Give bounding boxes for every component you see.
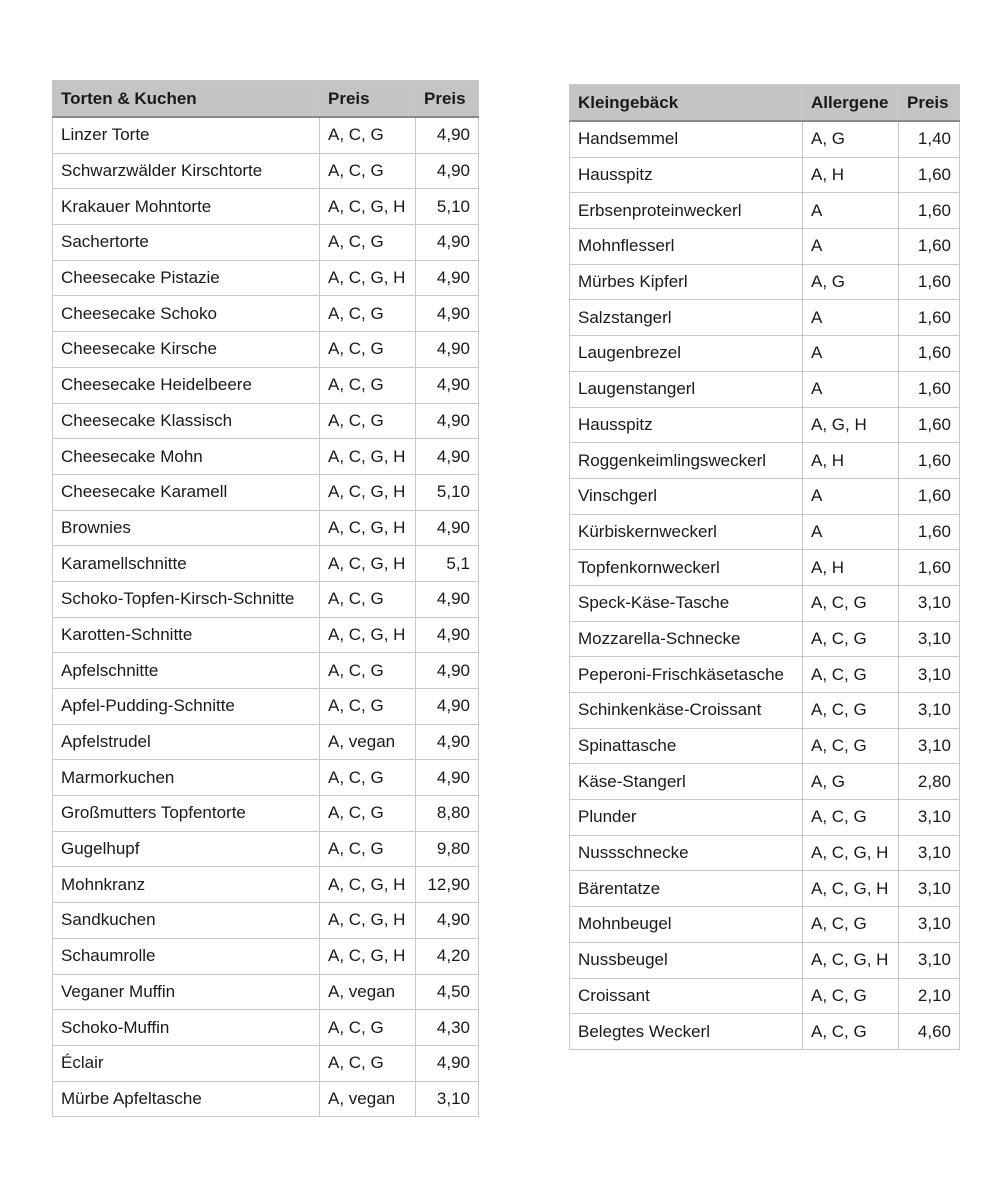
price: 1,60: [899, 336, 960, 372]
allergens: A, C, G: [803, 621, 899, 657]
table-row: [570, 478, 960, 514]
table-row: [53, 653, 479, 689]
column-header-allergens: Preis: [320, 81, 416, 118]
allergens: A, G: [803, 121, 899, 157]
price: 5,1: [416, 546, 479, 582]
column-header-allergens: Allergene: [803, 85, 899, 122]
price: 4,90: [416, 510, 479, 546]
allergens: A, C, G: [320, 403, 416, 439]
product-name: Éclair: [53, 1045, 320, 1081]
price: 4,90: [416, 1045, 479, 1081]
allergens: A, C, G: [320, 760, 416, 796]
price: 4,90: [416, 260, 479, 296]
allergens: A, C, G: [320, 796, 416, 832]
table-row: [53, 1045, 479, 1081]
product-name: Apfelstrudel: [53, 724, 320, 760]
allergens: A, C, G: [803, 800, 899, 836]
price: 1,60: [899, 264, 960, 300]
product-name: Krakauer Mohntorte: [53, 189, 320, 225]
allergens: A, C, G: [320, 1045, 416, 1081]
price: 3,10: [899, 835, 960, 871]
allergens: A, vegan: [320, 974, 416, 1010]
kleingebaeck-table: [569, 84, 960, 1050]
price: 1,60: [899, 229, 960, 265]
torten-kuchen-rows: [53, 117, 479, 1117]
table-row: [570, 764, 960, 800]
table-row: [570, 407, 960, 443]
table-row: [570, 229, 960, 265]
table-row: [53, 439, 479, 475]
table-header-row: [570, 85, 960, 122]
price: 3,10: [899, 728, 960, 764]
product-name: Cheesecake Pistazie: [53, 260, 320, 296]
price: 4,90: [416, 760, 479, 796]
product-name: Roggenkeimlingsweckerl: [570, 443, 803, 479]
product-name: Käse-Stangerl: [570, 764, 803, 800]
price: 4,90: [416, 225, 479, 261]
product-name: Cheesecake Schoko: [53, 296, 320, 332]
table-row: [53, 296, 479, 332]
price: 4,90: [416, 689, 479, 725]
price: 5,10: [416, 189, 479, 225]
table-row: [570, 871, 960, 907]
allergens: A, C, G: [320, 367, 416, 403]
column-header-price: Preis: [416, 81, 479, 118]
product-name: Karamellschnitte: [53, 546, 320, 582]
allergens: A, C, G: [320, 332, 416, 368]
allergens: A, C, G, H: [320, 617, 416, 653]
product-name: Apfelschnitte: [53, 653, 320, 689]
allergens: A, C, G: [803, 657, 899, 693]
table-row: [570, 443, 960, 479]
price: 4,90: [416, 581, 479, 617]
allergens: A, C, G: [803, 693, 899, 729]
price: 1,60: [899, 157, 960, 193]
price: 1,60: [899, 193, 960, 229]
price: 8,80: [416, 796, 479, 832]
allergens: A: [803, 478, 899, 514]
price: 4,60: [899, 1014, 960, 1050]
product-name: Cheesecake Kirsche: [53, 332, 320, 368]
table-row: [570, 942, 960, 978]
table-row: [53, 831, 479, 867]
table-row: [570, 193, 960, 229]
allergens: A, G: [803, 764, 899, 800]
price: 1,40: [899, 121, 960, 157]
kleingebaeck-rows: [570, 121, 960, 1049]
allergens: A, C, G: [320, 653, 416, 689]
table-row: [53, 760, 479, 796]
table-row: [53, 974, 479, 1010]
allergens: A: [803, 229, 899, 265]
product-name: Bärentatze: [570, 871, 803, 907]
price: 4,20: [416, 938, 479, 974]
allergens: A, C, G: [803, 907, 899, 943]
allergens: A, C, G, H: [320, 439, 416, 475]
price: 4,90: [416, 439, 479, 475]
product-name: Mürbes Kipferl: [570, 264, 803, 300]
product-name: Speck-Käse-Tasche: [570, 585, 803, 621]
table-row: [570, 300, 960, 336]
product-name: Mohnflesserl: [570, 229, 803, 265]
table-header-row: [53, 81, 479, 118]
price: 4,90: [416, 296, 479, 332]
product-name: Cheesecake Klassisch: [53, 403, 320, 439]
price: 9,80: [416, 831, 479, 867]
product-name: Salzstangerl: [570, 300, 803, 336]
product-name: Vinschgerl: [570, 478, 803, 514]
price: 1,60: [899, 300, 960, 336]
product-name: Veganer Muffin: [53, 974, 320, 1010]
allergens: A, C, G: [320, 153, 416, 189]
table-row: [570, 800, 960, 836]
allergens: A, vegan: [320, 724, 416, 760]
table-row: [53, 1081, 479, 1117]
product-name: Schaumrolle: [53, 938, 320, 974]
product-name: Nussbeugel: [570, 942, 803, 978]
price: 1,60: [899, 371, 960, 407]
column-header-product: Torten & Kuchen: [53, 81, 320, 118]
allergens: A, H: [803, 550, 899, 586]
allergens: A: [803, 336, 899, 372]
price: 5,10: [416, 474, 479, 510]
product-name: Mürbe Apfeltasche: [53, 1081, 320, 1117]
product-name: Mohnkranz: [53, 867, 320, 903]
table-row: [570, 621, 960, 657]
table-row: [570, 978, 960, 1014]
product-name: Peperoni-Frischkäsetasche: [570, 657, 803, 693]
product-name: Cheesecake Mohn: [53, 439, 320, 475]
price: 1,60: [899, 443, 960, 479]
table-row: [53, 510, 479, 546]
table-row: [570, 121, 960, 157]
product-name: Schoko-Muffin: [53, 1010, 320, 1046]
table-row: [570, 693, 960, 729]
allergens: A, C, G, H: [803, 942, 899, 978]
price: 2,80: [899, 764, 960, 800]
price: 4,90: [416, 153, 479, 189]
table-row: [570, 550, 960, 586]
table-row: [53, 617, 479, 653]
table-row: [570, 657, 960, 693]
product-name: Kürbiskernweckerl: [570, 514, 803, 550]
product-name: Sachertorte: [53, 225, 320, 261]
product-name: Mohnbeugel: [570, 907, 803, 943]
allergens: A, C, G, H: [320, 938, 416, 974]
allergens: A, C, G: [803, 1014, 899, 1050]
table-row: [53, 474, 479, 510]
allergens: A, C, G: [320, 296, 416, 332]
price: 2,10: [899, 978, 960, 1014]
allergens: A, C, G, H: [320, 903, 416, 939]
price: 4,90: [416, 117, 479, 153]
allergens: A, H: [803, 157, 899, 193]
allergens: A, C, G: [320, 831, 416, 867]
allergens: A, C, G, H: [803, 835, 899, 871]
product-name: Schinkenkäse-Croissant: [570, 693, 803, 729]
price: 4,90: [416, 653, 479, 689]
price: 3,10: [899, 585, 960, 621]
product-name: Belegtes Weckerl: [570, 1014, 803, 1050]
allergens: A, C, G: [320, 117, 416, 153]
table-row: [53, 367, 479, 403]
table-row: [570, 1014, 960, 1050]
price: 3,10: [416, 1081, 479, 1117]
product-name: Croissant: [570, 978, 803, 1014]
allergens: A: [803, 371, 899, 407]
table-row: [570, 514, 960, 550]
table-row: [53, 546, 479, 582]
allergens: A, C, G, H: [320, 867, 416, 903]
torten-kuchen-table: [52, 80, 479, 1117]
product-name: Gugelhupf: [53, 831, 320, 867]
table-row: [53, 332, 479, 368]
table-row: [570, 336, 960, 372]
table-row: [53, 260, 479, 296]
product-name: Hausspitz: [570, 407, 803, 443]
allergens: A, C, G, H: [320, 510, 416, 546]
table-row: [53, 796, 479, 832]
price: 3,10: [899, 800, 960, 836]
allergens: A, C, G, H: [320, 546, 416, 582]
price: 4,90: [416, 617, 479, 653]
product-name: Cheesecake Heidelbeere: [53, 367, 320, 403]
allergens: A: [803, 193, 899, 229]
product-name: Karotten-Schnitte: [53, 617, 320, 653]
table-row: [53, 403, 479, 439]
product-name: Apfel-Pudding-Schnitte: [53, 689, 320, 725]
column-header-product: Kleingebäck: [570, 85, 803, 122]
price: 1,60: [899, 514, 960, 550]
allergens: A, C, G: [320, 225, 416, 261]
allergens: A, C, G: [803, 978, 899, 1014]
allergens: A, C, G, H: [320, 260, 416, 296]
product-name: Sandkuchen: [53, 903, 320, 939]
product-name: Großmutters Topfentorte: [53, 796, 320, 832]
product-name: Topfenkornweckerl: [570, 550, 803, 586]
price: 4,90: [416, 903, 479, 939]
table-row: [570, 835, 960, 871]
allergens: A, C, G: [320, 1010, 416, 1046]
product-name: Schwarzwälder Kirschtorte: [53, 153, 320, 189]
product-name: Hausspitz: [570, 157, 803, 193]
table-row: [53, 903, 479, 939]
allergens: A, C, G, H: [320, 474, 416, 510]
table-row: [53, 225, 479, 261]
allergens: A, H: [803, 443, 899, 479]
table-row: [570, 907, 960, 943]
price: 3,10: [899, 871, 960, 907]
product-name: Cheesecake Karamell: [53, 474, 320, 510]
allergens: A, G, H: [803, 407, 899, 443]
column-header-price: Preis: [899, 85, 960, 122]
product-name: Plunder: [570, 800, 803, 836]
price: 1,60: [899, 407, 960, 443]
allergens: A, G: [803, 264, 899, 300]
product-name: Laugenbrezel: [570, 336, 803, 372]
table-row: [53, 938, 479, 974]
price: 1,60: [899, 478, 960, 514]
price: 4,90: [416, 367, 479, 403]
allergens: A, C, G, H: [320, 189, 416, 225]
product-name: Linzer Torte: [53, 117, 320, 153]
table-row: [53, 581, 479, 617]
product-name: Brownies: [53, 510, 320, 546]
price: 4,90: [416, 332, 479, 368]
table-row: [53, 689, 479, 725]
price: 12,90: [416, 867, 479, 903]
price: 4,30: [416, 1010, 479, 1046]
price: 4,50: [416, 974, 479, 1010]
product-name: Marmorkuchen: [53, 760, 320, 796]
allergens: A: [803, 514, 899, 550]
allergens: A, C, G: [803, 728, 899, 764]
product-name: Laugenstangerl: [570, 371, 803, 407]
allergens: A, C, G: [320, 689, 416, 725]
price: 3,10: [899, 693, 960, 729]
allergens: A, C, G: [803, 585, 899, 621]
table-row: [570, 371, 960, 407]
table-row: [570, 157, 960, 193]
product-name: Schoko-Topfen-Kirsch-Schnitte: [53, 581, 320, 617]
price: 3,10: [899, 942, 960, 978]
price: 3,10: [899, 907, 960, 943]
table-row: [570, 264, 960, 300]
price: 4,90: [416, 724, 479, 760]
allergens: A: [803, 300, 899, 336]
table-row: [570, 728, 960, 764]
product-name: Mozzarella-Schnecke: [570, 621, 803, 657]
price: 3,10: [899, 621, 960, 657]
table-row: [53, 724, 479, 760]
allergens: A, C, G: [320, 581, 416, 617]
product-name: Handsemmel: [570, 121, 803, 157]
table-row: [53, 153, 479, 189]
table-row: [53, 1010, 479, 1046]
product-name: Spinattasche: [570, 728, 803, 764]
price: 1,60: [899, 550, 960, 586]
price: 4,90: [416, 403, 479, 439]
product-name: Nussschnecke: [570, 835, 803, 871]
product-name: Erbsenproteinweckerl: [570, 193, 803, 229]
table-row: [570, 585, 960, 621]
allergens: A, vegan: [320, 1081, 416, 1117]
price: 3,10: [899, 657, 960, 693]
table-row: [53, 117, 479, 153]
table-row: [53, 867, 479, 903]
table-row: [53, 189, 479, 225]
allergens: A, C, G, H: [803, 871, 899, 907]
